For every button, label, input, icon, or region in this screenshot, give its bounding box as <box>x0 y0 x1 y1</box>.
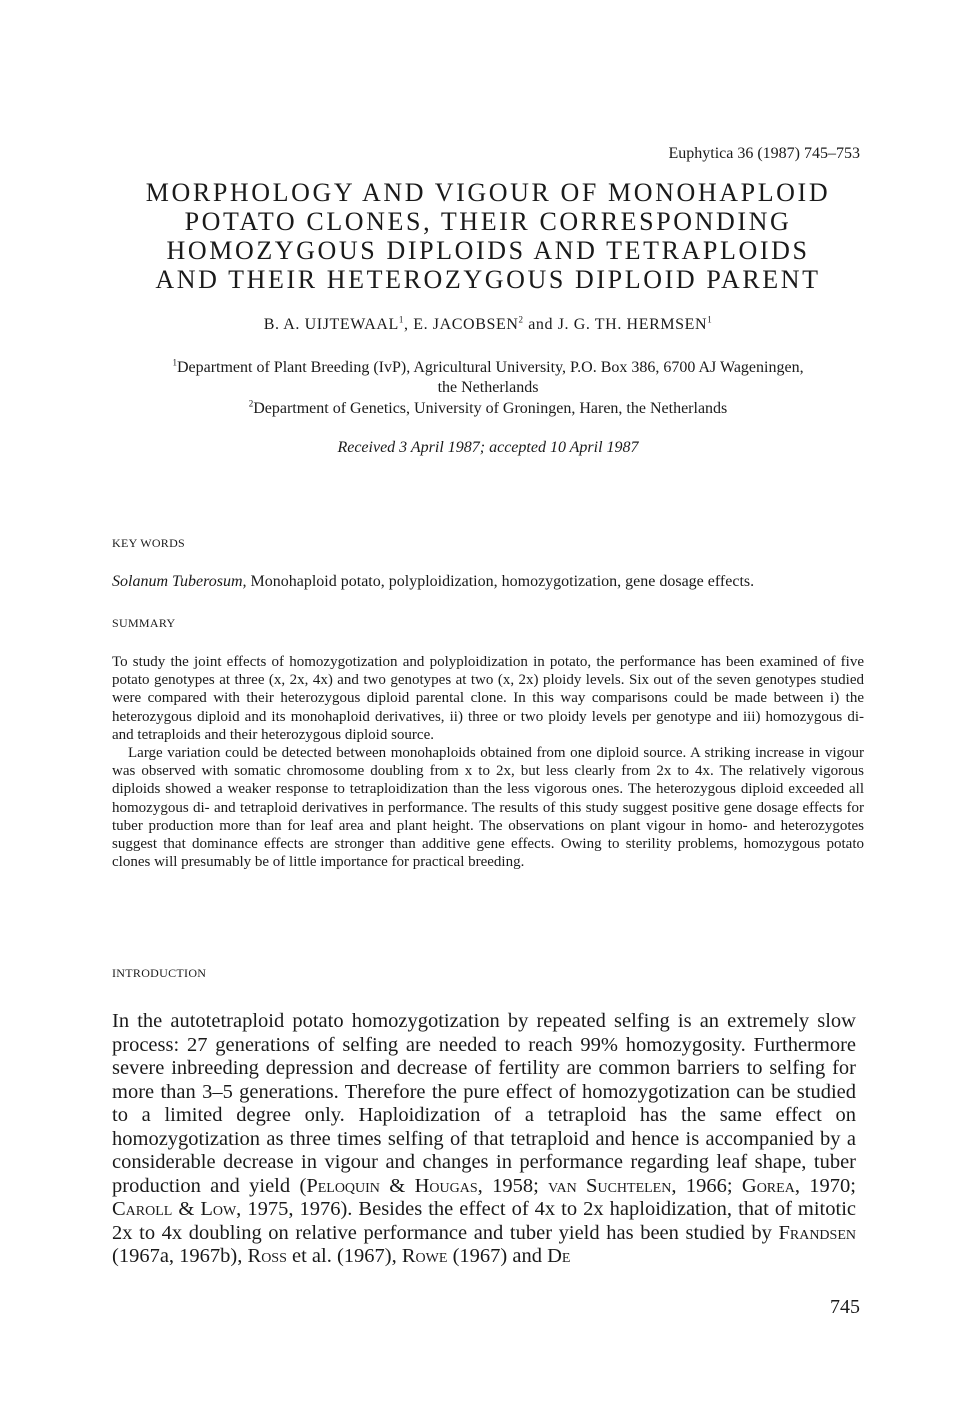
page-number: 745 <box>830 1296 860 1318</box>
title-line: POTATO CLONES, THEIR CORRESPONDING <box>184 207 792 236</box>
summary-paragraph: Large variation could be detected between monohaploids obtained from one diploid source. A striking increase in vigour was observed with somatic chromosome doubling from x to 2x, but less clearly from 2x to 4x. The relatively vigorous diploids showed a weaker response to tetraploidization than the less vigorous ones. The heterozygous diploid exceeded all homozygous di- and tetraploid derivatives in performance. The results of this study suggest positive gene dosage effects for tuber production more than for leaf area and plant height. The observations on plant vigour in homo- and heterozygotes suggest that dominance effects are stronger than additive gene effects. Owing to sterility problems, homozygous potato clones will presumably be of little importance for practical breeding. <box>112 745 864 871</box>
title-line: MORPHOLOGY AND VIGOUR OF MONOHAPLOID <box>145 178 831 207</box>
title-line: AND THEIR HETEROZYGOUS DIPLOID PARENT <box>155 265 821 294</box>
keywords-list <box>112 573 872 591</box>
intro-text: , 1970; <box>794 1174 856 1197</box>
author-separator: and <box>523 316 558 333</box>
affiliation-1 <box>100 358 876 398</box>
author-name: J. G. TH. HERMSEN <box>557 316 708 333</box>
keywords-heading: KEY WORDS <box>112 536 186 550</box>
received-date: Received 3 April 1987; accepted 10 April 1987 <box>337 439 639 456</box>
intro-text: et al. (1967), <box>286 1245 402 1267</box>
reference-author: Rowe <box>401 1245 448 1267</box>
intro-text: (1967a, 1967b), <box>112 1245 248 1267</box>
keyword-species: Solanum Tuberosum, <box>112 573 247 590</box>
reference-author: van Suchtelen <box>548 1174 672 1197</box>
affiliation-line <box>100 358 876 378</box>
journal-citation: Euphytica 36 (1987) 745–753 <box>668 145 860 162</box>
reference-author: Ross <box>247 1245 287 1267</box>
title-line: HOMOZYGOUS DIPLOIDS AND TETRAPLOIDS <box>166 236 810 265</box>
affiliation-marker: 2 <box>248 398 254 409</box>
affiliation-text: Department of Genetics, University of Groningen, Haren, the Netherlands <box>253 400 728 417</box>
affiliation-text: the Netherlands <box>437 379 539 396</box>
summary-heading: SUMMARY <box>112 616 176 630</box>
author-list <box>100 316 876 334</box>
author-separator: , <box>404 316 414 333</box>
affiliation-marker: 1 <box>707 314 713 325</box>
intro-text: , 1975, 1976). Besides the effect of 4x to 2x haploidization, that of mitotic 2x to 4x doubling on relative performance and tuber yield has been studied by <box>112 1198 856 1244</box>
affiliation-marker: 1 <box>172 357 177 368</box>
paper-title <box>100 178 876 294</box>
affiliation-marker: 2 <box>518 314 524 325</box>
introduction-body <box>112 1010 856 1269</box>
intro-text: In the autotetraploid potato homozygotization by repeated selfing is an extremely slow process: 27 generations of selfing are needed to reach 99% homozygosity. Furthermore severe inbreeding depression and decrease of fertility are common barriers to selfing for more than 3–5 generations. Therefore the pure effect of homozygotization can be studied to a limited degree only. Haploidization of a tetraploid has the same effect on homozygotization as three times selfing of that tetraploid and hence is accompanied by a considerable decrease in vigour and changes in performance regarding leaf shape, tuber production and yield ( <box>112 1010 856 1197</box>
introduction-heading: INTRODUCTION <box>112 966 207 980</box>
author-name: B. A. UIJTEWAAL <box>263 316 399 333</box>
summary-paragraph: To study the joint effects of homozygotization and polyploidization in potato, the performance has been examined of five potato genotypes at three (x, 2x, 4x) and two genotypes at two (x, 2x) ploidy levels. Six out of the seven genotypes studied were compared with their heterozygous diploid parental clone. In this way comparisons could be made between i) the heterozygous diploid and its monohaploid derivatives, ii) three or two ploidy levels per genotype and iii) homozygous di- and tetraploids and their heterozygous diploid source. <box>112 654 864 743</box>
intro-text: (1967) and <box>447 1245 548 1267</box>
affiliation-2 <box>100 399 876 419</box>
reference-author: Gorea <box>741 1174 795 1197</box>
reference-author: Peloquin & Hougas <box>306 1174 478 1197</box>
intro-text: , 1966; <box>671 1174 742 1197</box>
reference-author: Caroll & Low <box>112 1198 237 1220</box>
affiliation-text: Department of Plant Breeding (IvP), Agricultural University, P.O. Box 386, 6700 AJ Wageningen, <box>176 359 804 376</box>
summary-body <box>112 653 864 871</box>
reference-author: De <box>547 1245 571 1267</box>
affiliation-marker: 1 <box>398 314 405 325</box>
intro-text: , 1958; <box>477 1174 549 1197</box>
author-name: E. JACOBSEN <box>413 316 519 333</box>
reference-author: Frandsen <box>778 1221 856 1244</box>
keyword-terms: Monohaploid potato, polyploidization, homozygotization, gene dosage effects. <box>246 573 755 590</box>
